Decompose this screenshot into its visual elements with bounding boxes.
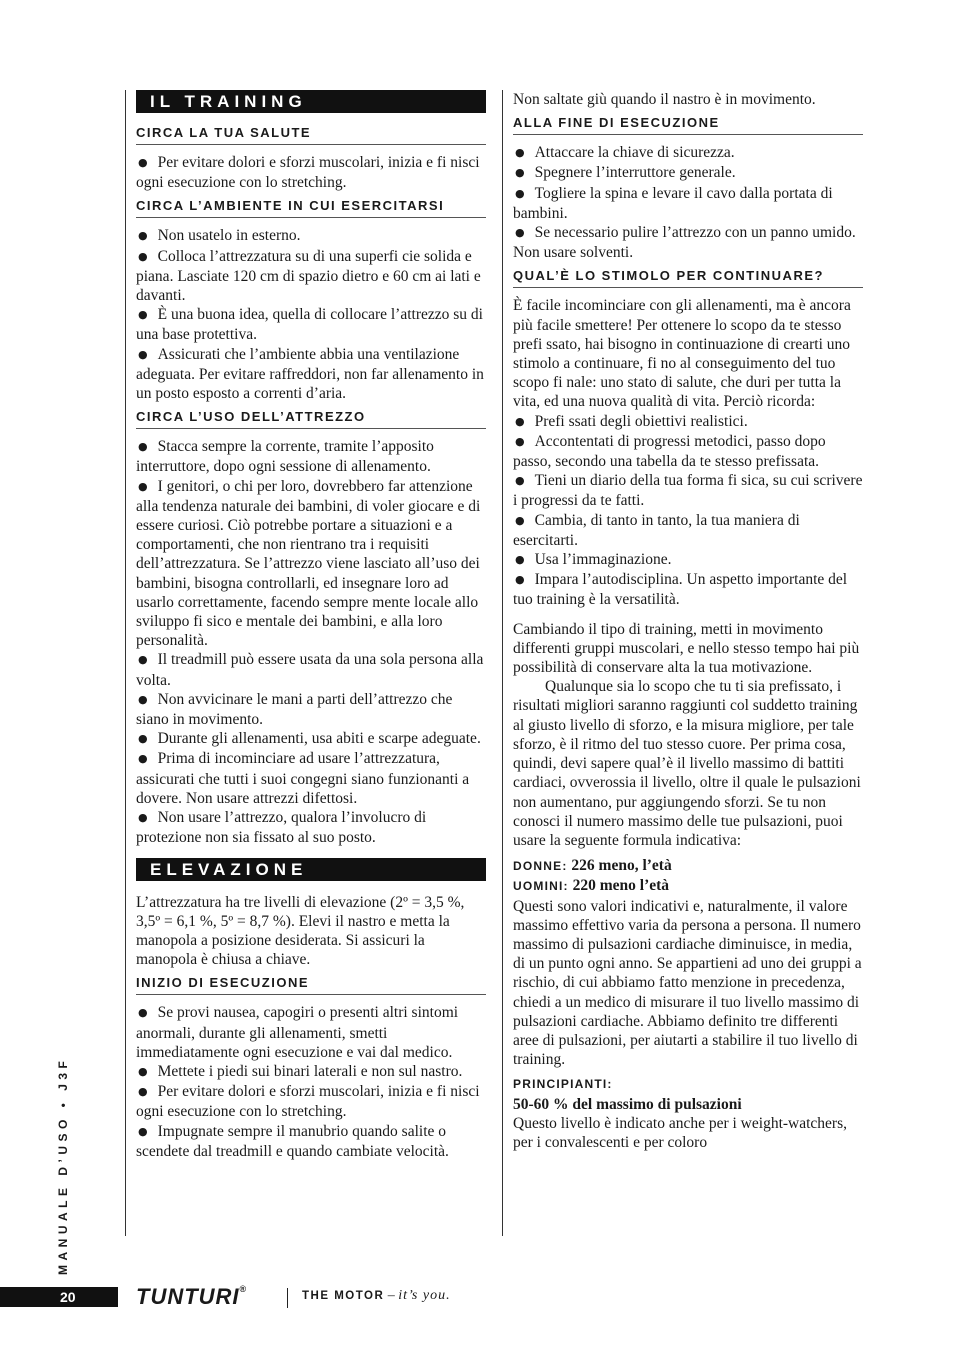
list-item: ● Prima di incominciare ad usare l’attrezzatura, assicurati che tutti i suoi congegni siano funzionanti a dovere. Non usare attrezzi difettosi.	[136, 749, 486, 808]
left-column-rule	[125, 90, 126, 1236]
list-item: ● Mettete i piedi sui binari laterali e non sul nastro.	[136, 1062, 486, 1082]
section-title-elevation: ELEVAZIONE	[136, 858, 486, 881]
list-item: ● Attaccare la chiave di sicurezza.	[513, 143, 863, 163]
list-item: ● Non avvicinare le mani a parti dell’attrezzo che siano in movimento.	[136, 690, 486, 729]
paragraph-beginners: Questo livello è indicato anche per i weight-watchers, per i convalescenti e per coloro	[513, 1114, 847, 1151]
footer-tagline: THE MOTOR – it’s you.	[302, 1288, 451, 1303]
heading-health: CIRCA LA TUA SALUTE	[136, 125, 486, 145]
list-item: ● Il treadmill può essere usata da una sola persona alla volta.	[136, 650, 486, 689]
page-number: 20	[60, 1289, 76, 1305]
list-item: ● Usa l’immaginazione.	[513, 550, 863, 570]
formula-men: UOMINI: 220 meno l’età	[513, 877, 670, 895]
list-item: ● I genitori, o chi per loro, dovrebbero far attenzione alla tendenza naturale dei bambini, di voler giocare e di essere curiosi. Ciò potrebbe portare a situazioni e a comportamenti, che non rientrano tra i requisiti dell’attrezzatura. Se l’attrezzo viene lasciato all’uso dei bambini, bisogna controllarli, ed insegnare loro ad usarlo correttamente, facendo sempre mente locale allo sviluppo fi sico e mentale dei bambini, e alla loro personalità.	[136, 477, 486, 651]
middle-column-rule	[502, 90, 503, 1236]
side-manual-title: MANUALE D’USO • J3F	[56, 1056, 70, 1275]
list-item: ● Stacca sempre la corrente, tramite l’apposito interruttore, dopo ogni sessione di allenamento.	[136, 437, 486, 476]
list-item: ● Impara l’autodisciplina. Un aspetto importante del tuo training è la versatilità.	[513, 570, 863, 609]
list-item: ● Colloca l’attrezzatura su di una superfi cie solida e piana. Lasciate 120 cm di spazio dietro e 60 cm ai lati e davanti.	[136, 247, 486, 306]
right-column	[513, 90, 863, 1152]
list-item: ● Per evitare dolori e sforzi muscolari, inizia e fi nisci ogni esecuzione con lo stretching.	[136, 1082, 486, 1121]
beginners-level: 50-60 % del massimo di pulsazioni	[513, 1095, 742, 1113]
heading-end-exercise: ALLA FINE DI ESECUZIONE	[513, 115, 863, 135]
list-item: ● Se provi nausea, capogiri o presenti altri sintomi anormali, durante gli allenamenti, smetti immediatamente ogni esecuzione e vai dal medico.	[136, 1003, 486, 1062]
motivation-intro: È facile incominciare con gli allenamenti, ma è ancora più facile smettere! Per ottenere lo scopo da te stesso prefi ssato, hai bisogno in continuazione di crearti uno stimolo a continuare, fi no al conseguimento del tuo scopo fi nale: uno stato di salute, che duri per tutta la vita, ed una nuova qualità di vita. Perciò ricorda:	[513, 297, 851, 411]
list-item: ● Se necessario pulire l’attrezzo con un panno umido. Non usare solventi.	[513, 223, 863, 262]
list-item: ● Durante gli allenamenti, usa abiti e scarpe adeguate.	[136, 729, 486, 749]
footer-divider	[287, 1288, 288, 1308]
formula-women: DONNE: 226 meno, l’età	[513, 857, 672, 875]
paragraph-max-pulse: Questi sono valori indicativi e, naturalmente, il valore massimo effettivo varia da persona a persona. Il numero massimo di pulsazioni cardiache diminuisce, in media, di un punto ogni anno. Se appartieni ad uno dei gruppi a rischio, di cui abbiamo fatto menzione in precedenza, chiedi a un medico di misurare il tuo livello massimo di pulsazioni cardiache. Abbiamo definito tre differenti aree di pulsazioni, per aiutarti a stabilire il tuo livello di training.	[513, 897, 862, 1069]
heading-beginners: PRINCIPIANTI:	[513, 1077, 613, 1092]
list-item: ● È una buona idea, quella di collocare l’attrezzo su di una base protettiva.	[136, 305, 486, 344]
section-title-training: IL TRAINING	[136, 90, 486, 113]
heading-start-exercise: INIZIO DI ESECUZIONE	[136, 975, 486, 995]
list-item: ● Non usare l’attrezzo, qualora l’involucro di protezione non sia fissato al suo posto.	[136, 808, 486, 847]
paragraph-training-change: Cambiando il tipo di training, metti in movimento differenti gruppi muscolari, e nello stesso tempo hai più possibilità di conservare alta la tua motivazione.	[513, 620, 860, 677]
list-item: ● Per evitare dolori e sforzi muscolari, inizia e fi nisci ogni esecuzione con lo stretching.	[136, 153, 486, 192]
list-item: ● Spegnere l’interruttore generale.	[513, 163, 863, 183]
list-item: ● Cambia, di tanto in tanto, la tua maniera di esercitarti.	[513, 511, 863, 550]
continued-text: Non saltate giù quando il nastro è in movimento.	[513, 91, 816, 108]
left-column	[136, 90, 486, 1161]
elevation-paragraph: L’attrezzatura ha tre livelli di elevazione (2º = 3,5 %, 3,5º = 6,1 %, 5º = 8,7 %). Elevi il nastro e metta la manopola a posizione desiderata. Si assicuri la manopola è chiusa a chiave.	[136, 893, 465, 969]
heading-environment: CIRCA L’AMBIENTE IN CUI ESERCITARSI	[136, 198, 486, 218]
heading-equipment-use: CIRCA L’USO DELL’ATTREZZO	[136, 409, 486, 429]
list-item: ● Non usatelo in esterno.	[136, 226, 486, 246]
list-item: ● Impugnate sempre il manubrio quando salite o scendete dal treadmill e quando cambiate velocità.	[136, 1122, 486, 1161]
tunturi-logo: TUNTURI®	[136, 1284, 248, 1309]
list-item: ● Tieni un diario della tua forma fi sica, su cui scrivere i progressi da te fatti.	[513, 471, 863, 510]
list-item: ● Assicurati che l’ambiente abbia una ventilazione adeguata. Per evitare raffreddori, non far allenamento in un posto esposto a correnti d’aria.	[136, 345, 486, 404]
list-item: ● Prefi ssati degli obiettivi realistici.	[513, 412, 863, 432]
list-item: ● Accontentati di progressi metodici, passo dopo passo, secondo una tabella da te stesso prefissata.	[513, 432, 863, 471]
page-number-bar	[0, 1287, 118, 1307]
paragraph-heart-rate: Qualunque sia lo scopo che tu ti sia prefissato, i risultati migliori saranno raggiunti col suddetto training al giusto livello di sforzo, e la misura migliore, per tale sforzo, è il ritmo del tuo stesso cuore. Per prima cosa, quindi, devi sapere qual’è il livello massimo di battiti cardiaci, ovverossia il livello, oltre il quale le pulsazioni non aumentano, pur aggiungendo sforzi. Se tu non conosci il numero massimo delle tue pulsazioni, puoi usare la seguente formula indicativa:	[513, 678, 861, 849]
list-item: ● Togliere la spina e levare il cavo dalla portata di bambini.	[513, 184, 863, 223]
heading-motivation: QUAL’È LO STIMOLO PER CONTINUARE?	[513, 268, 863, 288]
